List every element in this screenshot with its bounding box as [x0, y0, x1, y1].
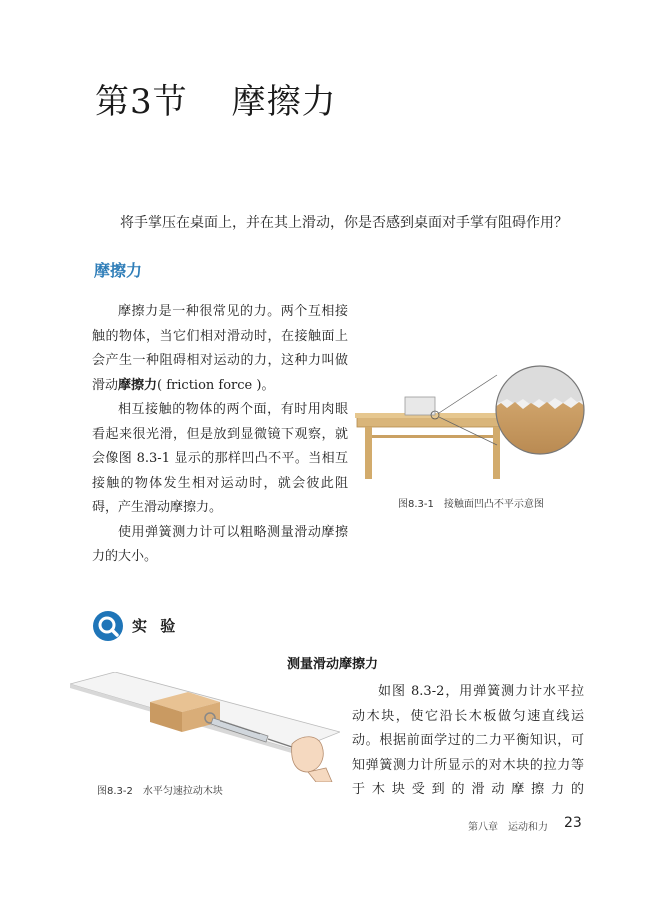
- intro-question: 将手掌压在桌面上，并在其上滑动，你是否感到桌面对手掌有阻碍作用？: [120, 215, 568, 231]
- experiment-title: 测量滑动摩擦力: [287, 657, 379, 672]
- body-text: [92, 300, 348, 570]
- figure-pull-block: [70, 672, 340, 782]
- figure-contact-surface: [355, 355, 587, 505]
- subsection-heading: 摩擦力: [94, 261, 143, 280]
- paragraph-measure: 使用弹簧测力计可以粗略测量滑动摩擦力的大小。: [92, 524, 348, 564]
- hand: [292, 737, 324, 772]
- chapter-footer: 第八章 运动和力: [468, 822, 548, 833]
- experiment-label: 实 验: [132, 617, 180, 635]
- table-leg: [493, 427, 500, 479]
- paragraph-definition: 摩擦力是一种很常见的力。两个互相接触的物体，当它们相对滑动时，在接触面上会产生一种阻碍相对运动的力，这种力叫做滑动摩擦力( friction force )。: [92, 304, 348, 393]
- page-number: 23: [564, 815, 582, 831]
- block: [405, 397, 435, 415]
- key-term: 摩擦力: [118, 377, 158, 393]
- paragraph-microscope: 相互接触的物体的两个面，有时用肉眼看起来很光滑，但是放到显微镜下观察，就会像图 8.3-1 显示的那样凹凸不平。当相互接触的物体发生相对运动时，就会彼此阻碍，产生滑动摩擦力。: [92, 402, 348, 515]
- page-title: [95, 74, 337, 123]
- experiment-text: [352, 680, 584, 803]
- experiment-paragraph: 如图 8.3-2，用弹簧测力计水平拉动木块，使它沿长木板做匀速直线运动。根据前面学过的二力平衡知识，可知弹簧测力计所显示的对木块的拉力等于木块受到的滑动摩擦力的: [352, 684, 584, 797]
- table-top: [357, 417, 507, 427]
- table-rail: [372, 435, 493, 438]
- table-leg: [365, 427, 372, 479]
- section-title: 摩擦力: [231, 82, 337, 122]
- section-number: 第3节: [95, 82, 188, 122]
- figure1-caption: 图8.3-1 接触面凹凸不平示意图: [398, 499, 544, 510]
- experiment-icon: [92, 610, 124, 642]
- figure2-caption: 图8.3-2 水平匀速拉动木块: [97, 786, 223, 797]
